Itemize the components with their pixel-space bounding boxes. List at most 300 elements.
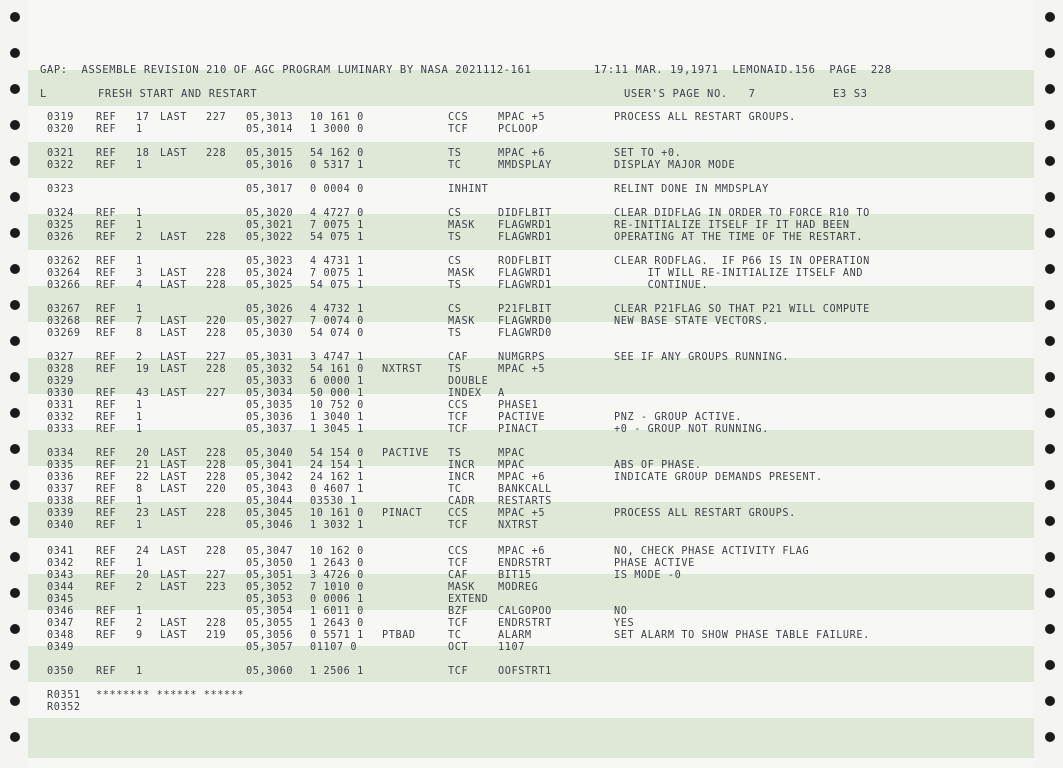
listing-operand: MPAC — [498, 460, 525, 471]
listing-code: 1 6011 0 — [310, 606, 364, 617]
listing-cmt: NO, CHECK PHASE ACTIVITY FLAG — [614, 546, 810, 557]
listing-op: TCF — [448, 124, 469, 135]
listing-row — [0, 376, 1063, 388]
listing-code: 54 161 0 — [310, 364, 364, 375]
listing-n: 0326 — [47, 232, 74, 243]
listing-n: 0320 — [47, 124, 74, 135]
listing-operand: FLAGWRD0 — [498, 328, 552, 339]
listing-r1: REF — [96, 484, 117, 495]
listing-addr: 05,3044 — [246, 496, 294, 507]
listing-n: 0327 — [47, 352, 74, 363]
listing-r2: 1 — [136, 400, 143, 411]
listing-r3: LAST — [160, 582, 187, 593]
listing-code: 24 154 1 — [310, 460, 364, 471]
listing-code: 7 0075 1 — [310, 268, 364, 279]
listing-r4: 228 — [206, 232, 227, 243]
listing-row — [0, 642, 1063, 654]
listing-op: INDEX — [448, 388, 482, 399]
listing-row — [0, 256, 1063, 268]
listing-r4: 228 — [206, 364, 227, 375]
listing-r2: 1 — [136, 424, 143, 435]
listing-r1: REF — [96, 666, 117, 677]
listing-r2: 20 — [136, 448, 150, 459]
feed-hole — [10, 732, 20, 742]
listing-r3: LAST — [160, 388, 187, 399]
listing-n: R0351 — [47, 690, 81, 701]
listing-addr: 05,3040 — [246, 448, 294, 459]
listing-r3: LAST — [160, 280, 187, 291]
listing-n: 0319 — [47, 112, 74, 123]
listing-r4: 228 — [206, 148, 227, 159]
listing-op: BZF — [448, 606, 469, 617]
listing-r2: 17 — [136, 112, 150, 123]
listing-code: 4 4727 0 — [310, 208, 364, 219]
listing-row — [0, 184, 1063, 196]
listing-op: CS — [448, 304, 462, 315]
listing-cmt: NEW BASE STATE VECTORS. — [614, 316, 769, 327]
listing-r4: 228 — [206, 280, 227, 291]
listing-r2: 1 — [136, 256, 143, 267]
listing-code: 6 0000 1 — [310, 376, 364, 387]
listing-op: INCR — [448, 460, 475, 471]
listing-row — [0, 124, 1063, 136]
listing-r1: REF — [96, 208, 117, 219]
listing-r4: 228 — [206, 508, 227, 519]
listing-r2: 43 — [136, 388, 150, 399]
listing-cmt: PNZ - GROUP ACTIVE. — [614, 412, 742, 423]
listing-lbl: NXTRST — [382, 364, 423, 375]
listing-r4: 228 — [206, 448, 227, 459]
listing-row — [0, 594, 1063, 606]
listing-n: 0330 — [47, 388, 74, 399]
listing-op: MASK — [448, 268, 475, 279]
listing-op: TC — [448, 630, 462, 641]
listing-r3: LAST — [160, 618, 187, 629]
listing-n: 0322 — [47, 160, 74, 171]
listing-r4: 228 — [206, 328, 227, 339]
listing-op: TS — [448, 448, 462, 459]
listing-row — [0, 112, 1063, 124]
listing-addr: 05,3043 — [246, 484, 294, 495]
listing-code: 50 000 1 — [310, 388, 364, 399]
listing-operand: 1107 — [498, 642, 525, 653]
listing-n: 03262 — [47, 256, 81, 267]
listing-cmt: RE-INITIALIZE ITSELF IF IT HAD BEEN — [614, 220, 850, 231]
listing-addr: 05,3032 — [246, 364, 294, 375]
listing-op: TCF — [448, 666, 469, 677]
listing-r3: LAST — [160, 112, 187, 123]
listing-code: 7 0075 1 — [310, 220, 364, 231]
listing-r3: LAST — [160, 328, 187, 339]
listing-row — [0, 630, 1063, 642]
listing-operand: PHASE1 — [498, 400, 539, 411]
listing-r4: 228 — [206, 618, 227, 629]
listing-r1: REF — [96, 520, 117, 531]
listing-r3: LAST — [160, 316, 187, 327]
listing-row — [0, 702, 1063, 714]
listing-operand: FLAGWRD0 — [498, 316, 552, 327]
listing-r2: 1 — [136, 304, 143, 315]
listing-cmt: CLEAR RODFLAG. IF P66 IS IN OPERATION — [614, 256, 870, 267]
listing-op: TCF — [448, 618, 469, 629]
listing-r2: 4 — [136, 280, 143, 291]
listing-r1: REF — [96, 256, 117, 267]
listing-n: 0337 — [47, 484, 74, 495]
listing-r1: REF — [96, 280, 117, 291]
listing-op: CS — [448, 256, 462, 267]
page-header — [0, 64, 1063, 76]
listing-addr: 05,3055 — [246, 618, 294, 629]
listing-code: 10 161 0 — [310, 508, 364, 519]
listing-cmt: IS MODE -0 — [614, 570, 682, 581]
listing-cmt: SET ALARM TO SHOW PHASE TABLE FAILURE. — [614, 630, 870, 641]
listing-n: 0321 — [47, 148, 74, 159]
feed-hole — [1045, 12, 1055, 22]
feed-hole — [10, 12, 20, 22]
listing-row — [0, 666, 1063, 678]
listing-n: 0339 — [47, 508, 74, 519]
listing-n: 0344 — [47, 582, 74, 593]
listing-code: 0 5317 1 — [310, 160, 364, 171]
listing-r2: 23 — [136, 508, 150, 519]
listing-r3: LAST — [160, 352, 187, 363]
listing-row — [0, 496, 1063, 508]
listing-r1: REF — [96, 472, 117, 483]
listing-r2: 18 — [136, 148, 150, 159]
page-code: E3 S3 — [833, 88, 868, 100]
listing-operand: MPAC +5 — [498, 364, 546, 375]
feed-hole — [1045, 48, 1055, 58]
listing-r2: 19 — [136, 364, 150, 375]
listing-r2: 1 — [136, 220, 143, 231]
listing-cmt: SET TO +0. — [614, 148, 682, 159]
listing-op: CAF — [448, 570, 469, 581]
listing-code: 10 161 0 — [310, 112, 364, 123]
listing-code: 3 4726 0 — [310, 570, 364, 581]
listing-op: CCS — [448, 546, 469, 557]
listing-addr: 05,3056 — [246, 630, 294, 641]
listing-operand: FLAGWRD1 — [498, 268, 552, 279]
listing-r2: 7 — [136, 316, 143, 327]
listing-r1: REF — [96, 424, 117, 435]
listing-row — [0, 328, 1063, 340]
listing-addr: 05,3042 — [246, 472, 294, 483]
listing-row — [0, 460, 1063, 472]
listing-addr: 05,3022 — [246, 232, 294, 243]
subheader-l: L — [40, 88, 47, 100]
listing-row — [0, 316, 1063, 328]
listing-r2: 2 — [136, 582, 143, 593]
listing-n: 03266 — [47, 280, 81, 291]
listing-code: 54 162 0 — [310, 148, 364, 159]
listing-addr: 05,3035 — [246, 400, 294, 411]
listing-operand: RODFLBIT — [498, 256, 552, 267]
listing-op: CCS — [448, 400, 469, 411]
listing-operand: MMDSPLAY — [498, 160, 552, 171]
listing-lbl: PTBAD — [382, 630, 416, 641]
listing-r4: 220 — [206, 484, 227, 495]
listing-op: CAF — [448, 352, 469, 363]
listing-op: INHINT — [448, 184, 489, 195]
listing-code: 54 075 1 — [310, 280, 364, 291]
listing-row — [0, 606, 1063, 618]
listing-addr: 05,3024 — [246, 268, 294, 279]
listing-r1: REF — [96, 460, 117, 471]
listing-n: 0349 — [47, 642, 74, 653]
listing-operand: FLAGWRD1 — [498, 280, 552, 291]
listing-n: 03267 — [47, 304, 81, 315]
listing-r1: REF — [96, 220, 117, 231]
listing-r2: 2 — [136, 352, 143, 363]
listing-operand: P21FLBIT — [498, 304, 552, 315]
listing-r2: 3 — [136, 268, 143, 279]
listing-n: 0346 — [47, 606, 74, 617]
listing-addr: 05,3041 — [246, 460, 294, 471]
listing-op: TC — [448, 484, 462, 495]
listing-row — [0, 304, 1063, 316]
listing-addr: 05,3051 — [246, 570, 294, 581]
listing-row — [0, 220, 1063, 232]
listing-op: INCR — [448, 472, 475, 483]
listing-row — [0, 352, 1063, 364]
listing-cmt: DISPLAY MAJOR MODE — [614, 160, 736, 171]
listing-n: 0343 — [47, 570, 74, 581]
listing-code: 0 5571 1 — [310, 630, 364, 641]
listing-operand: DIDFLBIT — [498, 208, 552, 219]
listing-r1: REF — [96, 630, 117, 641]
listing-r1: REF — [96, 448, 117, 459]
listing-n: 0324 — [47, 208, 74, 219]
listing-row — [0, 690, 1063, 702]
listing-addr: 05,3021 — [246, 220, 294, 231]
listing-op: MASK — [448, 220, 475, 231]
listing-operand: ENDRSTRT — [498, 618, 552, 629]
listing-row — [0, 472, 1063, 484]
listing-r1: REF — [96, 508, 117, 519]
listing-addr: 05,3036 — [246, 412, 294, 423]
listing-operand: NXTRST — [498, 520, 539, 531]
listing-r3: LAST — [160, 570, 187, 581]
listing-r1: REF — [96, 304, 117, 315]
listing-n: 03269 — [47, 328, 81, 339]
listing-r1: REF — [96, 364, 117, 375]
listing-row — [0, 484, 1063, 496]
listing-addr: 05,3045 — [246, 508, 294, 519]
listing-operand: CALGOPOO — [498, 606, 552, 617]
listing-operand: MODREG — [498, 582, 539, 593]
listing-n: 0340 — [47, 520, 74, 531]
listing-r4: 228 — [206, 268, 227, 279]
listing-addr: 05,3057 — [246, 642, 294, 653]
listing-operand: NUMGRPS — [498, 352, 546, 363]
listing-op: OCT — [448, 642, 469, 653]
listing-addr: 05,3020 — [246, 208, 294, 219]
listing-op: TCF — [448, 424, 469, 435]
listing-row — [0, 520, 1063, 532]
listing-cmt: NO — [614, 606, 628, 617]
listing-r4: 220 — [206, 316, 227, 327]
listing-n: 0342 — [47, 558, 74, 569]
listing-addr: 05,3030 — [246, 328, 294, 339]
listing-addr: 05,3054 — [246, 606, 294, 617]
listing-cmt: PROCESS ALL RESTART GROUPS. — [614, 508, 796, 519]
listing-row — [0, 364, 1063, 376]
listing-n: 0350 — [47, 666, 74, 677]
listing-code: 03530 1 — [310, 496, 358, 507]
listing-n: 0329 — [47, 376, 74, 387]
listing-n: 0333 — [47, 424, 74, 435]
listing-code: 0 0004 0 — [310, 184, 364, 195]
listing-r4: 227 — [206, 570, 227, 581]
listing-row — [0, 400, 1063, 412]
listing-r3: LAST — [160, 268, 187, 279]
listing-op: EXTEND — [448, 594, 489, 605]
listing-row — [0, 208, 1063, 220]
listing-row — [0, 280, 1063, 292]
listing-operand: RESTARTS — [498, 496, 552, 507]
listing-r1: REF — [96, 570, 117, 581]
listing-r1: REF — [96, 160, 117, 171]
listing-r1: REF — [96, 558, 117, 569]
header-right: 17:11 MAR. 19,1971 LEMONAID.156 PAGE 228 — [594, 64, 892, 76]
listing-code: 3 4747 1 — [310, 352, 364, 363]
listing-r1: REF — [96, 618, 117, 629]
listing-r4: 228 — [206, 472, 227, 483]
listing-n: R0352 — [47, 702, 81, 713]
listing-operand: OOFSTRT1 — [498, 666, 552, 677]
listing-addr: 05,3025 — [246, 280, 294, 291]
listing-r4: 223 — [206, 582, 227, 593]
listing-code: 7 1010 0 — [310, 582, 364, 593]
listing-op: TS — [448, 364, 462, 375]
listing-addr: 05,3046 — [246, 520, 294, 531]
listing-operand: MPAC +5 — [498, 112, 546, 123]
listing-addr: 05,3017 — [246, 184, 294, 195]
listing-r2: 1 — [136, 208, 143, 219]
listing-op: TCF — [448, 558, 469, 569]
listing-code: 01107 0 — [310, 642, 358, 653]
listing-r2: 1 — [136, 124, 143, 135]
listing-code: 10 752 0 — [310, 400, 364, 411]
listing-op: TCF — [448, 520, 469, 531]
listing-n: 0345 — [47, 594, 74, 605]
listing-row — [0, 148, 1063, 160]
listing-row — [0, 508, 1063, 520]
greenbar-band — [28, 718, 1034, 758]
listing-n: 0331 — [47, 400, 74, 411]
listing-cmt: CLEAR DIDFLAG IN ORDER TO FORCE R10 TO — [614, 208, 870, 219]
listing-op: CCS — [448, 508, 469, 519]
listing-row — [0, 558, 1063, 570]
listing-row — [0, 160, 1063, 172]
header-left: GAP: ASSEMBLE REVISION 210 OF AGC PROGRAM LUMINARY BY NASA 2021112-161 — [40, 64, 532, 76]
listing-r3: LAST — [160, 508, 187, 519]
listing-addr: 05,3052 — [246, 582, 294, 593]
listing-r4: 227 — [206, 112, 227, 123]
listing-r1: REF — [96, 352, 117, 363]
listing-operand: A — [498, 388, 505, 399]
listing-row — [0, 618, 1063, 630]
listing-cmt: RELINT DONE IN MMDSPLAY — [614, 184, 769, 195]
feed-hole — [10, 48, 20, 58]
listing-op: TS — [448, 232, 462, 243]
listing-n: 0332 — [47, 412, 74, 423]
listing-r1: REF — [96, 232, 117, 243]
listing-r2: 9 — [136, 630, 143, 641]
listing-r1: REF — [96, 328, 117, 339]
listing-addr: 05,3027 — [246, 316, 294, 327]
listing-r2: 1 — [136, 496, 143, 507]
feed-hole — [1045, 732, 1055, 742]
listing-n: 03268 — [47, 316, 81, 327]
listing-addr: 05,3014 — [246, 124, 294, 135]
listing-addr: 05,3053 — [246, 594, 294, 605]
listing-code: 1 3032 1 — [310, 520, 364, 531]
listing-row — [0, 546, 1063, 558]
listing-code: 10 162 0 — [310, 546, 364, 557]
listing-code: 1 2643 0 — [310, 558, 364, 569]
listing-r3: LAST — [160, 232, 187, 243]
listing-code: 24 162 1 — [310, 472, 364, 483]
listing-row — [0, 268, 1063, 280]
listing-op: CADR — [448, 496, 475, 507]
listing-r3: LAST — [160, 546, 187, 557]
listing-operand: BIT15 — [498, 570, 532, 581]
listing-r3: LAST — [160, 630, 187, 641]
listing-r4: 228 — [206, 546, 227, 557]
listing-r2: 1 — [136, 606, 143, 617]
listing-r1: REF — [96, 582, 117, 593]
listing-n: 0325 — [47, 220, 74, 231]
section-title: FRESH START AND RESTART — [98, 88, 258, 100]
listing-r1: REF — [96, 268, 117, 279]
listing-lbl: PINACT — [382, 508, 423, 519]
listing-code: 7 0074 0 — [310, 316, 364, 327]
listing-cmt: ABS OF PHASE. — [614, 460, 702, 471]
listing-r2: 2 — [136, 232, 143, 243]
listing-r1: ******** ****** ****** — [96, 690, 245, 701]
listing-r2: 8 — [136, 328, 143, 339]
listing-r1: REF — [96, 412, 117, 423]
listing-addr: 05,3015 — [246, 148, 294, 159]
listing-row — [0, 570, 1063, 582]
listing-row — [0, 232, 1063, 244]
listing-row — [0, 448, 1063, 460]
listing-r3: LAST — [160, 472, 187, 483]
listing-op: MASK — [448, 316, 475, 327]
listing-r2: 2 — [136, 618, 143, 629]
listing-row — [0, 582, 1063, 594]
listing-operand: ALARM — [498, 630, 532, 641]
listing-code: 1 2506 1 — [310, 666, 364, 677]
listing-op: CS — [448, 208, 462, 219]
listing-op: MASK — [448, 582, 475, 593]
listing-code: 4 4732 1 — [310, 304, 364, 315]
listing-code: 1 2643 0 — [310, 618, 364, 629]
listing-n: 0334 — [47, 448, 74, 459]
listing-r2: 1 — [136, 666, 143, 677]
listing-n: 0323 — [47, 184, 74, 195]
listing-r3: LAST — [160, 460, 187, 471]
listing-r1: REF — [96, 388, 117, 399]
listing-r4: 227 — [206, 352, 227, 363]
listing-n: 0336 — [47, 472, 74, 483]
listing-code: 54 075 1 — [310, 232, 364, 243]
listing-addr: 05,3033 — [246, 376, 294, 387]
listing-addr: 05,3023 — [246, 256, 294, 267]
listing-operand: PCLOOP — [498, 124, 539, 135]
listing-operand: PACTIVE — [498, 412, 546, 423]
